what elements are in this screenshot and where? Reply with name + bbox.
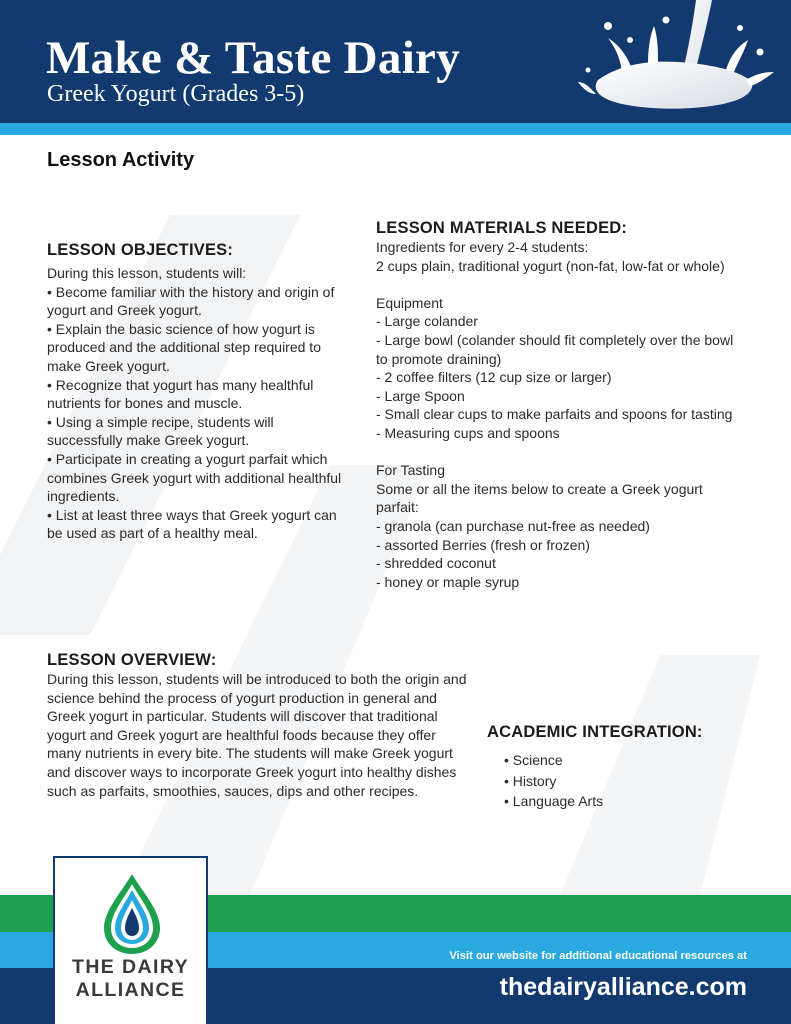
tasting-intro: Some or all the items below to create a Greek yogurt parfait: bbox=[376, 480, 703, 516]
equipment-item: - Small clear cups to make parfaits and spoons for tasting bbox=[376, 406, 733, 423]
equipment-item: - 2 coffee filters (12 cup size or larger) bbox=[376, 369, 612, 386]
logo-line-2: ALLIANCE bbox=[75, 979, 186, 1001]
equipment-item: - Large bowl (colander should fit completely over the bowl to promote draining) bbox=[376, 331, 734, 367]
tasting-item: - granola (can purchase nut-free as needed) bbox=[376, 517, 650, 534]
page-subtitle: Greek Yogurt (Grades 3-5) bbox=[47, 81, 305, 107]
tasting-item: - assorted Berries (fresh or frozen) bbox=[376, 536, 590, 553]
tasting-item: - shredded coconut bbox=[376, 555, 496, 572]
academic-heading: ACADEMIC INTEGRATION: bbox=[487, 723, 703, 741]
equipment-item: - Large colander bbox=[376, 313, 478, 330]
footer-website-link[interactable]: thedairyalliance.com bbox=[499, 973, 747, 1001]
logo-line-1: THE DAIRY bbox=[72, 956, 189, 978]
objective-item: • Participate in creating a yogurt parfait which combines Greek yogurt with additional healthful ingredients. bbox=[47, 450, 342, 505]
overview-heading: LESSON OVERVIEW: bbox=[47, 651, 217, 669]
objectives-heading: LESSON OBJECTIVES: bbox=[47, 241, 234, 259]
milk-splash-icon bbox=[578, 0, 778, 122]
objectives-intro: During this lesson, students will: bbox=[47, 265, 247, 281]
academic-item: • Language Arts bbox=[504, 791, 747, 812]
lesson-overview bbox=[47, 650, 467, 800]
page-title: Make & Taste Dairy bbox=[46, 32, 461, 84]
materials-heading: LESSON MATERIALS NEEDED: bbox=[376, 219, 628, 237]
objective-item: • List at least three ways that Greek yogurt can be used as part of a healthy meal. bbox=[47, 506, 337, 542]
tasting-heading: For Tasting bbox=[376, 462, 445, 479]
overview-body: During this lesson, students will be introduced to both the origin and science behind the process of yogurt production in general and Greek yogurt in particular. Students will discover that traditional yogurt and Greek yogurt are healthful foods because they offer many nutrients in every bite. The students will make Greek yogurt and discover ways to incorporate Greek yogurt into healthy dishes such as parfaits, smoothies, sauces, dips and other recipes. bbox=[47, 671, 467, 799]
academic-item: • History bbox=[504, 771, 747, 792]
academic-list bbox=[487, 750, 747, 812]
equipment-heading: Equipment bbox=[376, 294, 443, 311]
header-stripe bbox=[0, 123, 791, 135]
academic-item: • Science bbox=[504, 750, 747, 771]
dairy-alliance-logo bbox=[53, 856, 208, 1024]
logo-wordmark bbox=[55, 956, 206, 1002]
lesson-objectives bbox=[47, 240, 352, 543]
objective-item: • Become familiar with the history and origin of yogurt and Greek yogurt. bbox=[47, 283, 335, 319]
ingredients-text: 2 cups plain, traditional yogurt (non-fat, low-fat or whole) bbox=[376, 257, 725, 274]
objective-item: • Explain the basic science of how yogurt is produced and the additional step required to make Greek yogurt. bbox=[47, 320, 321, 374]
water-drop-logo-icon bbox=[101, 872, 163, 956]
objective-item: • Recognize that yogurt has many healthful nutrients for bones and muscle. bbox=[47, 376, 314, 412]
equipment-item: - Large Spoon bbox=[376, 387, 465, 404]
equipment-item: - Measuring cups and spoons bbox=[376, 424, 560, 441]
ingredients-intro: Ingredients for every 2-4 students: bbox=[376, 239, 589, 255]
header-banner bbox=[0, 0, 791, 123]
academic-integration bbox=[487, 722, 747, 812]
footer-visit-text: Visit our website for additional educational resources at bbox=[449, 950, 747, 962]
tasting-item: - honey or maple syrup bbox=[376, 573, 520, 590]
objective-item: • Using a simple recipe, students will successfully make Greek yogurt. bbox=[47, 413, 274, 449]
lesson-materials bbox=[376, 218, 746, 591]
section-label: Lesson Activity bbox=[47, 149, 195, 171]
